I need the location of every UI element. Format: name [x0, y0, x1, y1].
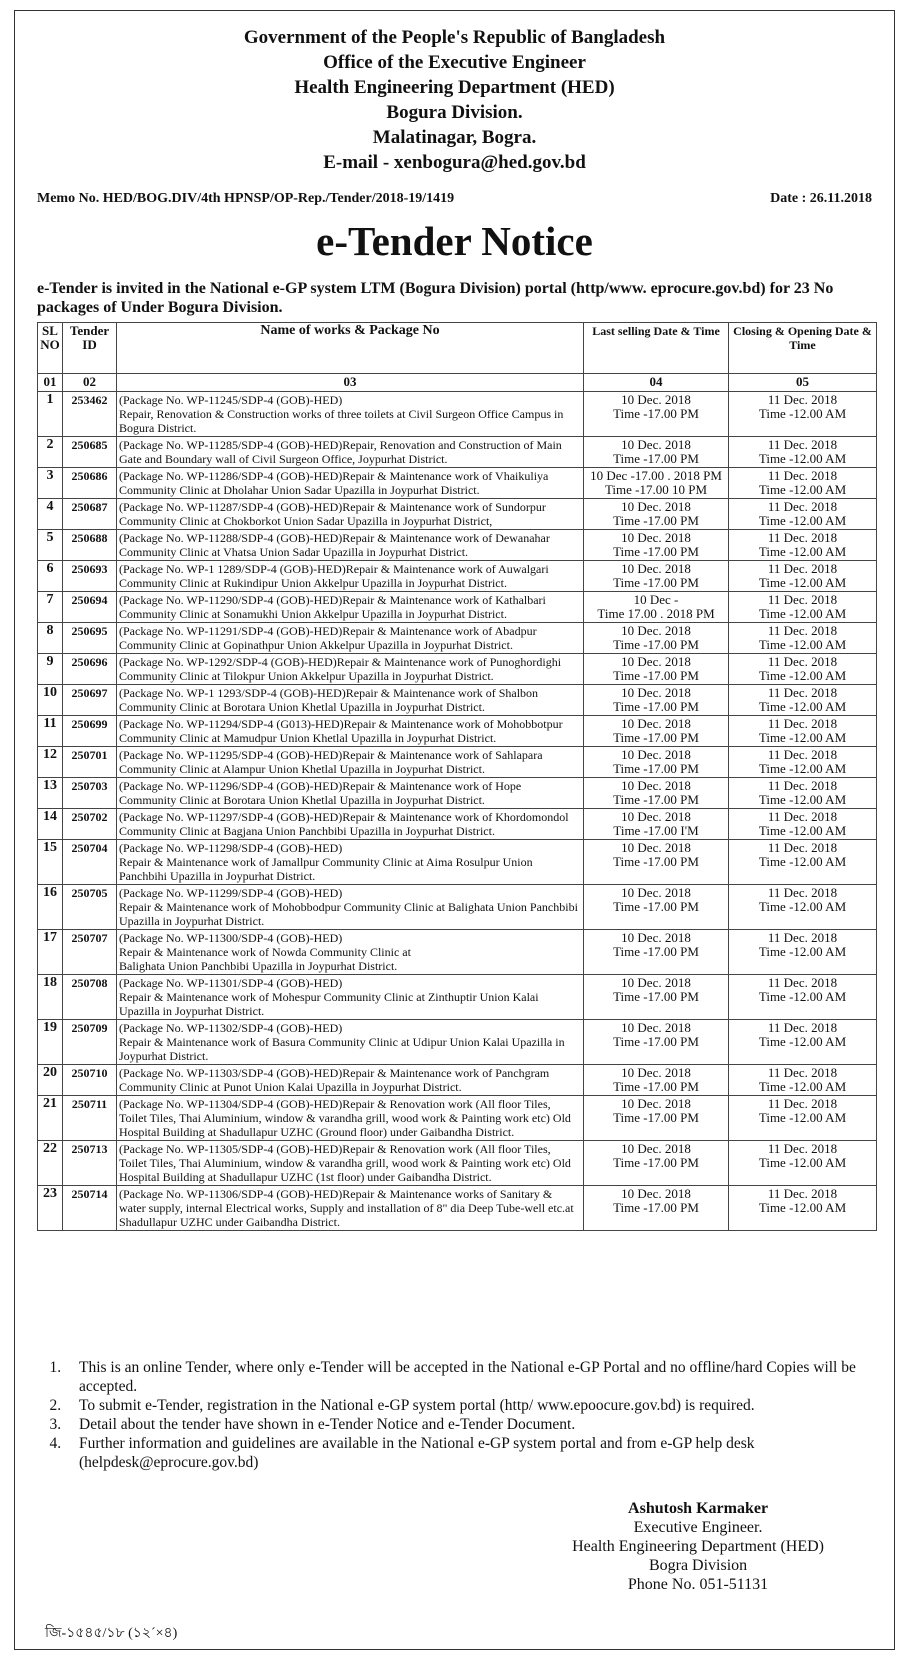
row-sl-number: 16 — [38, 885, 63, 930]
header-works: Name of works & Package No — [117, 323, 584, 374]
row-sl-number: 10 — [38, 685, 63, 716]
row-works-description: (Package No. WP-1292/SDP-4 (GOB)-HED)Repair & Maintenance work of Punoghordighi Community Clinic at Tilokpur Union Akkelpur Upazilla in Joypurhat District. — [117, 654, 584, 685]
row-works-description: (Package No. WP-11285/SDP-4 (GOB)-HED)Repair, Renovation and Construction of Main Gate and Boundary wall of Civil Surgeon Office, Joypurhat District. — [117, 437, 584, 468]
table-row — [38, 654, 877, 685]
row-works-description: (Package No. WP-11304/SDP-4 (GOB)-HED)Repair & Renovation work (All floor Tiles, Toilet Tiles, Thai Aluminium, window & varandha grill, wood work & Painting work etc) Old Hospital Building at Shadullapur UZHC (Ground floor) under Gaibandha District. — [117, 1096, 584, 1141]
row-closing-opening: 11 Dec. 2018 Time -12.00 AM — [729, 592, 877, 623]
header-closing: Closing & Opening Date & Time — [729, 323, 877, 374]
row-sl-number: 1 — [38, 392, 63, 437]
row-sl-number: 13 — [38, 778, 63, 809]
row-sl-number: 18 — [38, 975, 63, 1020]
row-closing-opening: 11 Dec. 2018 Time -12.00 AM — [729, 778, 877, 809]
table-row — [38, 468, 877, 499]
page-title: e-Tender Notice — [316, 218, 593, 264]
row-last-selling: 10 Dec. 2018 Time -17.00 PM — [584, 930, 729, 975]
table-row — [38, 809, 877, 840]
row-tender-id: 250687 — [63, 499, 117, 530]
row-last-selling: 10 Dec. 2018 Time -17.00 PM — [584, 840, 729, 885]
row-closing-opening: 11 Dec. 2018 Time -12.00 AM — [729, 1065, 877, 1096]
row-sl-number: 7 — [38, 592, 63, 623]
note-item: 1. This is an online Tender, where only e-Tender will be accepted in the National e-GP Portal and no offline/hard Copies will be accepted. — [65, 1358, 872, 1396]
header-line-email: E-mail - xenbogura@hed.gov.bd — [323, 152, 586, 173]
row-sl-number: 9 — [38, 654, 63, 685]
row-tender-id: 250688 — [63, 530, 117, 561]
row-works-description: (Package No. WP-11245/SDP-4 (GOB)-HED) Repair, Renovation & Construction works of three toilets at Civil Surgeon Office Campus in Bogura District. — [117, 392, 584, 437]
row-tender-id: 250705 — [63, 885, 117, 930]
row-tender-id: 250699 — [63, 716, 117, 747]
row-closing-opening: 11 Dec. 2018 Time -12.00 AM — [729, 392, 877, 437]
row-tender-id: 250707 — [63, 930, 117, 975]
row-tender-id: 250694 — [63, 592, 117, 623]
signatory-name: Ashutosh Karmaker — [628, 1500, 769, 1517]
row-tender-id: 250685 — [63, 437, 117, 468]
row-last-selling: 10 Dec. 2018 Time -17.00 PM — [584, 499, 729, 530]
header-tender-id: Tender ID — [63, 323, 117, 374]
table-row — [38, 716, 877, 747]
row-last-selling: 10 Dec. 2018 Time -17.00 PM — [584, 530, 729, 561]
row-closing-opening: 11 Dec. 2018 Time -12.00 AM — [729, 747, 877, 778]
row-closing-opening: 11 Dec. 2018 Time -12.00 AM — [729, 437, 877, 468]
table-row — [38, 437, 877, 468]
row-last-selling: 10 Dec. 2018 Time -17.00 PM — [584, 716, 729, 747]
table-row — [38, 930, 877, 975]
row-last-selling: 10 Dec. 2018 Time -17.00 PM — [584, 685, 729, 716]
row-closing-opening: 11 Dec. 2018 Time -12.00 AM — [729, 840, 877, 885]
row-tender-id: 250708 — [63, 975, 117, 1020]
table-row — [38, 561, 877, 592]
note-item: 3. Detail about the tender have shown in e-Tender Notice and e-Tender Document. — [65, 1415, 872, 1434]
table-row — [38, 1186, 877, 1231]
row-sl-number: 20 — [38, 1065, 63, 1096]
column-number: 01 — [38, 374, 63, 392]
row-works-description: (Package No. WP-11287/SDP-4 (GOB)-HED)Repair & Maintenance work of Sundorpur Community Clinic at Chokborkot Union Sadar Upazilla in Joypurhat District, — [117, 499, 584, 530]
memo-date: Date : 26.11.2018 — [770, 191, 872, 206]
table-header-row — [38, 323, 877, 374]
row-sl-number: 2 — [38, 437, 63, 468]
row-tender-id: 250696 — [63, 654, 117, 685]
signatory-department: Health Engineering Department (HED) — [572, 1538, 824, 1555]
row-works-description: (Package No. WP-11305/SDP-4 (GOB)-HED)Repair & Renovation work (All floor Tiles, Toilet Tiles, Thai Aluminium, window & varandha grill, wood work & Painting work etc) Old Hospital Building at Shadullapur UZHC (1st floor) under Gaibandha District. — [117, 1141, 584, 1186]
row-sl-number: 21 — [38, 1096, 63, 1141]
row-works-description: (Package No. WP-11295/SDP-4 (GOB)-HED)Repair & Maintenance work of Sahlapara Community Clinic at Alampur Union Khetlal Upazilla in Joypurhat District. — [117, 747, 584, 778]
table-row — [38, 1141, 877, 1186]
table-row — [38, 1020, 877, 1065]
row-last-selling: 10 Dec. 2018 Time -17.00 PM — [584, 778, 729, 809]
row-tender-id: 250686 — [63, 468, 117, 499]
row-sl-number: 4 — [38, 499, 63, 530]
row-last-selling: 10 Dec -17.00 . 2018 PM Time -17.00 10 PM — [584, 468, 729, 499]
row-works-description: (Package No. WP-11290/SDP-4 (GOB)-HED)Repair & Maintenance work of Kathalbari Community Clinic at Sonamukhi Union Akkelpur Upazilla in Joypurhat District. — [117, 592, 584, 623]
column-number: 04 — [584, 374, 729, 392]
header-last-selling: Last selling Date & Time — [584, 323, 729, 374]
row-last-selling: 10 Dec. 2018 Time -17.00 PM — [584, 561, 729, 592]
row-sl-number: 22 — [38, 1141, 63, 1186]
row-tender-id: 250701 — [63, 747, 117, 778]
table-row — [38, 885, 877, 930]
row-works-description: (Package No. WP-11286/SDP-4 (GOB)-HED)Repair & Maintenance work of Vhaikuliya Community Clinic at Dholahar Union Sadar Upazilla in Joypurhat District. — [117, 468, 584, 499]
header-sl: SL NO — [38, 323, 63, 374]
row-closing-opening: 11 Dec. 2018 Time -12.00 AM — [729, 623, 877, 654]
row-last-selling: 10 Dec. 2018 Time -17.00 PM — [584, 623, 729, 654]
row-sl-number: 11 — [38, 716, 63, 747]
row-last-selling: 10 Dec. 2018 Time -17.00 PM — [584, 975, 729, 1020]
row-last-selling: 10 Dec. 2018 Time -17.00 PM — [584, 747, 729, 778]
row-last-selling: 10 Dec. 2018 Time -17.00 PM — [584, 1065, 729, 1096]
header-line-office: Office of the Executive Engineer — [323, 52, 586, 73]
header-line-government: Government of the People's Republic of Bangladesh — [243, 27, 666, 48]
row-closing-opening: 11 Dec. 2018 Time -12.00 AM — [729, 468, 877, 499]
row-works-description: (Package No. WP-11288/SDP-4 (GOB)-HED)Repair & Maintenance work of Dewanahar Community Clinic at Vhatsa Union Sadar Upazilla in Joypurhat District. — [117, 530, 584, 561]
row-closing-opening: 11 Dec. 2018 Time -12.00 AM — [729, 1020, 877, 1065]
row-last-selling: 10 Dec. 2018 Time -17.00 PM — [584, 1186, 729, 1231]
row-closing-opening: 11 Dec. 2018 Time -12.00 AM — [729, 654, 877, 685]
memo-number: Memo No. HED/BOG.DIV/4th HPNSP/OP-Rep./Tender/2018-19/1419 — [37, 191, 455, 206]
ad-code: জি-১৫৪৫/১৮ (১২´×৪) — [45, 1626, 178, 1641]
row-tender-id: 250709 — [63, 1020, 117, 1065]
row-works-description: (Package No. WP-11298/SDP-4 (GOB)-HED) Repair & Maintenance work of Jamallpur Community Clinic at Aima Rosulpur Union Panchbihi Upazilla in Joypurhat District. — [117, 840, 584, 885]
row-sl-number: 23 — [38, 1186, 63, 1231]
table-row — [38, 592, 877, 623]
row-closing-opening: 11 Dec. 2018 Time -12.00 AM — [729, 1141, 877, 1186]
row-works-description: (Package No. WP-11294/SDP-4 (G013)-HED)Repair & Maintenance work of Mohobbotpur Community Clinic at Mamudpur Union Khetlal Upazilla in Joypurhat District. — [117, 716, 584, 747]
column-number: 03 — [117, 374, 584, 392]
row-tender-id: 253462 — [63, 392, 117, 437]
row-closing-opening: 11 Dec. 2018 Time -12.00 AM — [729, 716, 877, 747]
row-tender-id: 250714 — [63, 1186, 117, 1231]
header-line-division: Bogura Division. — [386, 102, 523, 123]
column-number: 05 — [729, 374, 877, 392]
row-works-description: (Package No. WP-11300/SDP-4 (GOB)-HED) Repair & Maintenance work of Nowda Community Clinic at Balighata Union Panchbibi Upazilla in Joypurhat District. — [117, 930, 584, 975]
tender-rows — [38, 392, 877, 1231]
row-sl-number: 17 — [38, 930, 63, 975]
signatory-phone: Phone No. 051-51131 — [627, 1576, 769, 1593]
row-last-selling: 10 Dec - Time 17.00 . 2018 PM — [584, 592, 729, 623]
row-closing-opening: 11 Dec. 2018 Time -12.00 AM — [729, 809, 877, 840]
row-tender-id: 250693 — [63, 561, 117, 592]
row-closing-opening: 11 Dec. 2018 Time -12.00 AM — [729, 885, 877, 930]
row-last-selling: 10 Dec. 2018 Time -17.00 I'M — [584, 809, 729, 840]
row-tender-id: 250711 — [63, 1096, 117, 1141]
table-row — [38, 778, 877, 809]
row-tender-id: 250710 — [63, 1065, 117, 1096]
row-closing-opening: 11 Dec. 2018 Time -12.00 AM — [729, 685, 877, 716]
table-row — [38, 840, 877, 885]
row-sl-number: 8 — [38, 623, 63, 654]
row-works-description: (Package No. WP-11301/SDP-4 (GOB)-HED) Repair & Maintenance work of Mohespur Community Clinic at Zinthuptir Union Kalai Upazilla in Joypurhat District. — [117, 975, 584, 1020]
row-works-description: (Package No. WP-11296/SDP-4 (GOB)-HED)Repair & Maintenance work of Hope Community Clinic at Borotara Union Khetlal Upazilla in Joypurhat District. — [117, 778, 584, 809]
note-item: 2. To submit e-Tender, registration in the National e-GP system portal (http/ www.epoocure.gov.bd) is required. — [65, 1396, 872, 1415]
row-works-description: (Package No. WP-11291/SDP-4 (GOB)-HED)Repair & Maintenance work of Abadpur Community Clinic at Gopinathpur Union Akkelpur Upazilla in Joypurhat District. — [117, 623, 584, 654]
table-row — [38, 499, 877, 530]
row-last-selling: 10 Dec. 2018 Time -17.00 PM — [584, 885, 729, 930]
note-item: 4. Further information and guidelines are available in the National e-GP system portal and from e-GP help desk (helpdesk@eprocure.gov.bd) — [65, 1434, 872, 1472]
table-row — [38, 623, 877, 654]
row-sl-number: 19 — [38, 1020, 63, 1065]
table-row — [38, 1096, 877, 1141]
row-tender-id: 250695 — [63, 623, 117, 654]
row-last-selling: 10 Dec. 2018 Time -17.00 PM — [584, 654, 729, 685]
row-sl-number: 6 — [38, 561, 63, 592]
row-closing-opening: 11 Dec. 2018 Time -12.00 AM — [729, 1096, 877, 1141]
row-closing-opening: 11 Dec. 2018 Time -12.00 AM — [729, 561, 877, 592]
row-tender-id: 250704 — [63, 840, 117, 885]
row-works-description: (Package No. WP-1 1293/SDP-4 (GOB)-HED)Repair & Maintenance work of Shalbon Community Clinic at Borotara Union Khetlal Upazilla in Joypurhat District. — [117, 685, 584, 716]
row-sl-number: 15 — [38, 840, 63, 885]
header-line-department: Health Engineering Department (HED) — [294, 77, 615, 98]
row-closing-opening: 11 Dec. 2018 Time -12.00 AM — [729, 930, 877, 975]
column-number-row — [38, 374, 877, 392]
row-last-selling: 10 Dec. 2018 Time -17.00 PM — [584, 1141, 729, 1186]
row-works-description: (Package No. WP-11302/SDP-4 (GOB)-HED) Repair & Maintenance work of Basura Community Clinic at Udipur Union Kalai Upazilla in Joypurhat District. — [117, 1020, 584, 1065]
signature-block — [572, 1499, 824, 1594]
table-row — [38, 685, 877, 716]
row-closing-opening: 11 Dec. 2018 Time -12.00 AM — [729, 530, 877, 561]
row-tender-id: 250713 — [63, 1141, 117, 1186]
header-line-address: Malatinagar, Bogra. — [372, 127, 537, 148]
row-last-selling: 10 Dec. 2018 Time -17.00 PM — [584, 1020, 729, 1065]
table-row — [38, 392, 877, 437]
row-works-description: (Package No. WP-1 1289/SDP-4 (GOB)-HED)Repair & Maintenance work of Auwalgari Community Clinic at Rukindipur Union Akkelpur Upazilla in Joypurhat District. — [117, 561, 584, 592]
notes-section — [39, 1358, 872, 1472]
row-sl-number: 3 — [38, 468, 63, 499]
row-last-selling: 10 Dec. 2018 Time -17.00 PM — [584, 1096, 729, 1141]
row-sl-number: 12 — [38, 747, 63, 778]
intro-text: e-Tender is invited in the National e-GP system LTM (Bogura Division) portal (http/www. eprocure.gov.bd) for 23 No packages of Under Bogura Division. — [37, 280, 834, 316]
table-row — [38, 747, 877, 778]
row-last-selling: 10 Dec. 2018 Time -17.00 PM — [584, 437, 729, 468]
row-sl-number: 5 — [38, 530, 63, 561]
row-works-description: (Package No. WP-11297/SDP-4 (GOB)-HED)Repair & Maintenance work of Khordomondol Community Clinic at Bagjana Union Panchbibi Upazilla in Joypurhat District. — [117, 809, 584, 840]
row-closing-opening: 11 Dec. 2018 Time -12.00 AM — [729, 975, 877, 1020]
office-header — [15, 25, 894, 175]
row-closing-opening: 11 Dec. 2018 Time -12.00 AM — [729, 499, 877, 530]
row-last-selling: 10 Dec. 2018 Time -17.00 PM — [584, 392, 729, 437]
row-tender-id: 250703 — [63, 778, 117, 809]
table-row — [38, 1065, 877, 1096]
table-row — [38, 530, 877, 561]
row-sl-number: 14 — [38, 809, 63, 840]
row-closing-opening: 11 Dec. 2018 Time -12.00 AM — [729, 1186, 877, 1231]
row-tender-id: 250702 — [63, 809, 117, 840]
column-number: 02 — [63, 374, 117, 392]
table-row — [38, 975, 877, 1020]
row-works-description: (Package No. WP-11306/SDP-4 (GOB)-HED)Repair & Maintenance works of Sanitary & water supply, internal Electrical works, Supply and installation of 8" dia Deep Tube-well etc.at Shadullapur UZHC under Gaibandha District. — [117, 1186, 584, 1231]
row-works-description: (Package No. WP-11303/SDP-4 (GOB)-HED)Repair & Maintenance work of Panchgram Community Clinic at Punot Union Kalai Upazilla in Joypurhat District. — [117, 1065, 584, 1096]
memo-row — [37, 191, 872, 207]
notice-page — [14, 10, 895, 1650]
tender-table — [37, 322, 877, 1231]
row-tender-id: 250697 — [63, 685, 117, 716]
row-works-description: (Package No. WP-11299/SDP-4 (GOB)-HED) Repair & Maintenance work of Mohobbodpur Community Clinic at Balighata Union Panchbibi Upazilla in Joypurhat District. — [117, 885, 584, 930]
signatory-division: Bogra Division — [648, 1557, 748, 1574]
signatory-designation: Executive Engineer. — [633, 1519, 763, 1536]
